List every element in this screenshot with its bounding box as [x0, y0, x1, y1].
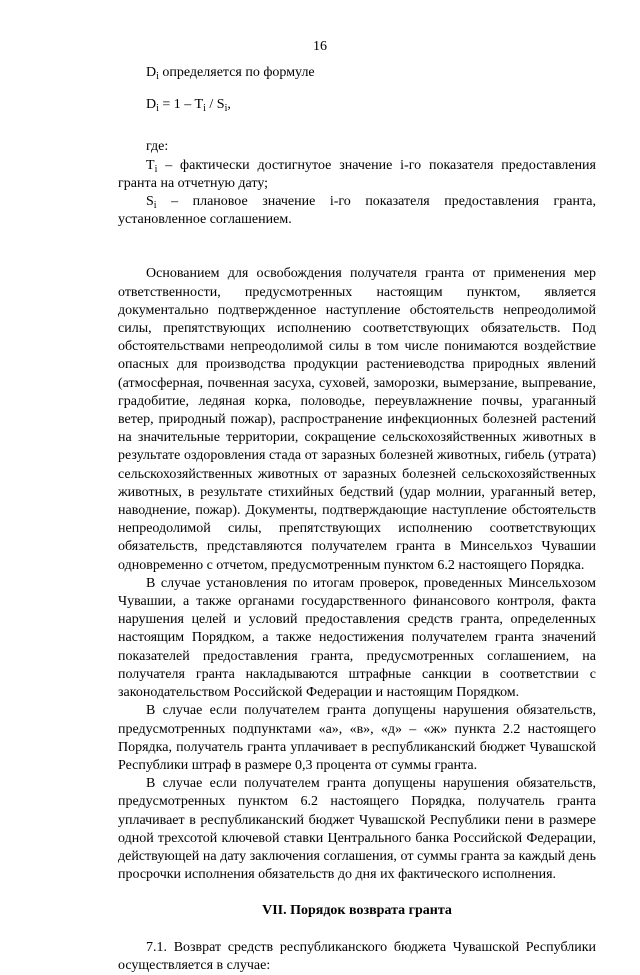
formula-s-subscript: i [224, 103, 228, 115]
paragraph-late-fee: В случае если получателем гранта допущены нарушения обязательств, предусмотренных пунктом 6.2 настоящего Порядка, получатель гранта уплачивает в республиканский бюджет Чувашской Республики пени в размере одной трехсотой ключевой ставки Центрального банка Российской Федерации, действующей на дату заключения соглашения, от суммы гранта за каждый день просрочки исполнения обязательств до дня их фактического исполнения. [118, 776, 596, 883]
paragraph-penalties: В случае установления по итогам проверок, проведенных Минсельхозом Чувашии, а также органами государственного финансового контроля, факта нарушения целей и условий предоставления средств гранта, определенных настоящим Порядком, а также недостижения получателем гранта значений показателей предоставления гранта, предусмотренных соглашением, на получателя гранта накладываются штрафные санкции в соответствии с законодательством Российской Федерации и настоящим Порядком. [118, 575, 596, 701]
formula-lhs-subscript: i [156, 103, 159, 115]
formula-symbol: D [146, 65, 157, 80]
where-s-definition [118, 193, 596, 229]
formula-intro [118, 64, 596, 82]
t-subscript: i [154, 163, 158, 175]
t-symbol: T [146, 157, 155, 173]
formula-t-subscript: i [203, 103, 206, 115]
formula-lhs: D [146, 97, 157, 113]
formula-equals: = 1 – T [158, 97, 204, 113]
s-subscript: i [153, 200, 157, 212]
s-symbol: S [146, 194, 154, 210]
formula-subscript: i [156, 71, 159, 82]
page-content [118, 64, 596, 975]
t-definition-text: – фактически достигнутое значение i-го показателя предоставления гранта на отчетную дату; [118, 157, 596, 191]
where-t-definition [118, 157, 596, 193]
formula-intro-text: определяется по формуле [158, 65, 315, 80]
s-definition-text: – плановое значение i-го показателя предоставления гранта, установленное соглашением. [118, 194, 596, 228]
where-label: где: [146, 139, 169, 155]
paragraph-force-majeure: Основанием для освобождения получателя гранта от применения мер ответственности, предусмотренных настоящим пунктом, является документально подтвержденное наступление обстоятельств непреодолимой силы, препятствующих исполнению соответствующих обязательств. Под обстоятельствами непреодолимой силы в том числе понимаются воздействие опасных для производства продукции растениеводства природных явлений (атмосферная, почвенная засуха, суховей, заморозки, вымерзание, выпревание, градобитие, ледяная корка, половодье, переувлажнение почвы, ураганный ветер, природный пожар), распространение инфекционных болезней растений на значительные территории, сокращение сельскохозяйственных животных в результате оздоровления стада от заразных болезней животных, гибель (утрата) сельскохозяйственных животных от заразных болезней сельскохозяйственных животных, в результате стихийных бедствий (удар молнии, ураганный ветер, наводнение, пожар). Документы, подтверждающие наступление обстоятельств непреодолимой силы, препятствующих исполнению соответствующих обязательств, представляются получателем гранта в Минсельхоз Чувашии одновременно с отчетом, предусмотренным пунктом 6.2 настоящего Порядка. [118, 266, 596, 573]
section-heading: VII. Порядок возврата гранта [262, 903, 452, 919]
page-number: 16 [313, 39, 327, 54]
paragraph-fine: В случае если получателем гранта допущены нарушения обязательств, предусмотренных подпунктами «а», «в», «д» – «ж» пункта 2.2 настоящего Порядка, получатель гранта уплачивает в республиканский бюджет Чувашской Республики штраф в размере 0,3 процента от суммы гранта. [118, 703, 596, 773]
section-paragraph: 7.1. Возврат средств республиканского бюджета Чувашской Республики осуществляется в случае: [118, 939, 596, 973]
formula-divide: / S [205, 97, 225, 113]
formula-end: , [227, 97, 231, 113]
formula [118, 96, 596, 114]
